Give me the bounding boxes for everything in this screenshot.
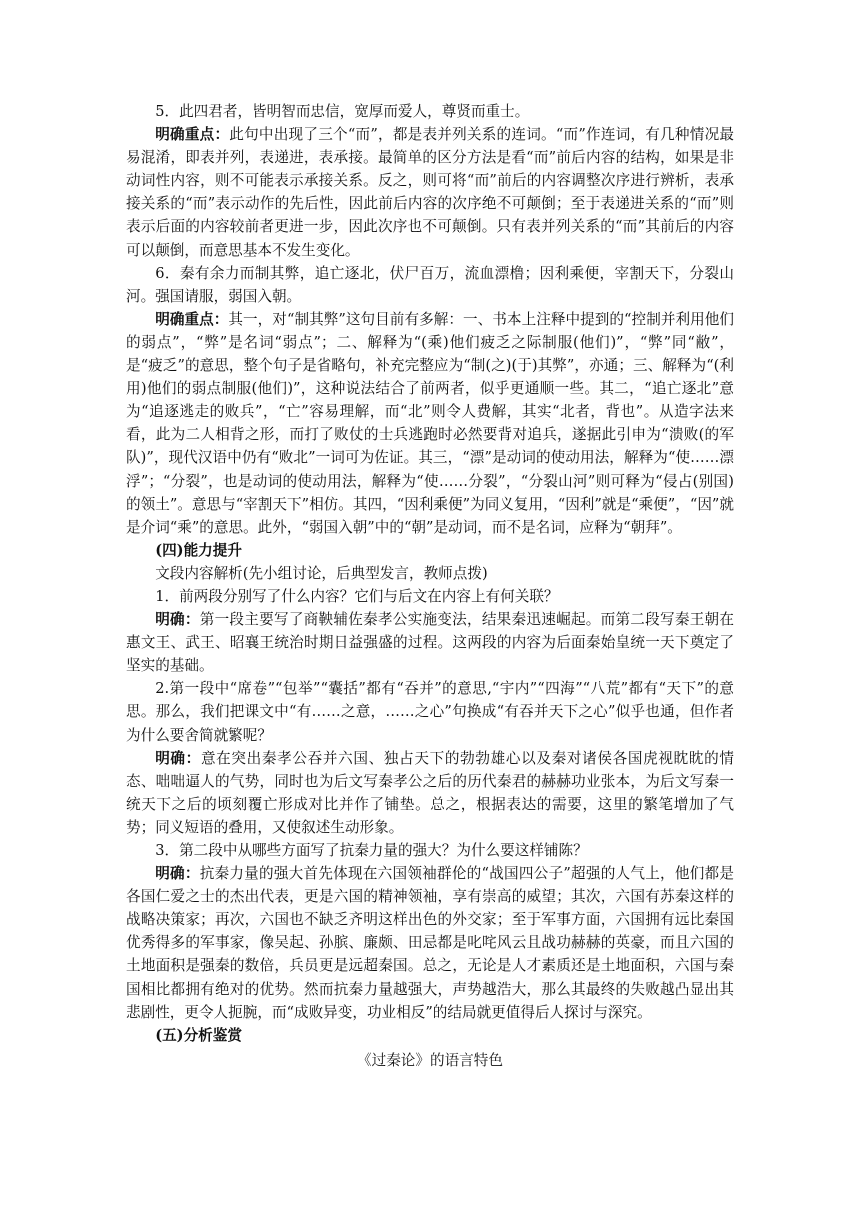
explanation-label: 明确重点：	[155, 310, 229, 328]
answer-text: 抗秦力量的强大首先体现在六国领袖群伦的“战国四公子”超强的人气上，他们都是各国仁爱之士的杰出代表，更是六国的精神领袖，享有崇高的威望；其次，六国有苏秦这样的战略决策家；再次，六国也不缺乏齐明这样出色的外交家；至于军事方面，六国拥有远比秦国优秀得多的军事家，像吴起、孙膑、廉颇、田忌都是叱咤风云且战功赫赫的英豪，而且六国的土地面积是强秦的数倍，兵员更是远超秦国。总之，无论是人才素质还是土地面积，六国与秦国相比都拥有绝对的优势。然而抗秦力量越强大，声势越浩大，那么其最终的失败越凸显出其悲剧性，更令人扼腕，而“成败异变，功业相反”的结局就更值得后人探讨与深究。	[126, 865, 734, 1021]
sentence-5: 5．此四君者，皆明智而忠信，宽厚而爱人，尊贤而重士。	[155, 103, 530, 120]
document-body	[126, 100, 734, 1072]
answer-2	[126, 747, 734, 839]
explanation-6	[126, 308, 734, 539]
answer-3	[126, 862, 734, 1024]
explanation-text: 此句中出现了三个“而”，都是表并列关系的连词。“而”作连词，有几种情况最易混淆，即表并列，表递进，表承接。最简单的区分方法是看“而”前后内容的结构，如果是非动词性内容，则不可能表示承接关系。反之，则可将“而”前后的内容调整次序进行辨析，表承接关系的“而”表示动作的先后性，因此前后内容的次序绝不可颠倒；至于表递进关系的“而”则表示后面的内容较前者更进一步，因此次序也不可颠倒。只有表并列关系的“而”其前后的内容可以颠倒，而意思基本不发生变化。	[126, 126, 734, 259]
question-2: 2.第一段中“席卷”“包举”“囊括”都有“吞并”的意思,“宇内”“四海”“八荒”都有“天下”的意思。那么，我们把课文中“有……之意，……之心”句换成“有吞并天下之心”似乎也通，但作者为什么要舍简就繁呢？	[126, 680, 734, 744]
subsection-title: 《过秦论》的语言特色	[357, 1051, 503, 1069]
explanation-text: 其一，对“制其弊”这句目前有多解：一、书本上注释中提到的“控制并利用他们的弱点”，“弊”是名词“弱点”；二、解释为“(乘)他们疲乏之际制服(他们)”，“弊”同“敝”，是“疲乏”的意思，整个句子是省略句，补充完整应为“制(之)(于)其弊”，亦通；三、解释为“(利用)他们的弱点制服(他们)”，这种说法结合了前两者，似乎更通顺一些。其二，“追亡逐北”意为“追逐逃走的败兵”，“亡”容易理解，而“北”则令人费解，其实“北者，背也”。从造字法来看，此为二人相背之形，而打了败仗的士兵逃跑时必然要背对追兵，遂据此引申为“溃败(的军队)”，现代汉语中仍有“败北”一词可为佐证。其三，“漂”是动词的使动用法，解释为“使……漂浮”；“分裂”，也是动词的使动用法，解释为“使……分裂”，“分裂山河”则可释为“侵占(别国)的领土”。意思与“宰割天下”相仿。其四，“因利乘便”为同义复用，“因利”就是“乘便”，“因”就是介词“乘”的意思。此外，“弱国入朝”中的“朝”是动词，而不是名词，应释为“朝拜”。	[126, 310, 734, 536]
explanation-label: 明确重点：	[155, 126, 230, 144]
answer-1	[126, 608, 734, 677]
section-heading-appreciation: (五)分析鉴赏	[155, 1026, 242, 1044]
answer-text: 第一段主要写了商鞅辅佐秦孝公实施变法，结果秦迅速崛起。而第二段写秦王朝在惠文王、武王、昭襄王统治时期日益强盛的过程。这两段的内容为后面秦始皇统一天下奠定了坚实的基础。	[126, 611, 734, 675]
explanation-5	[126, 123, 734, 262]
answer-label: 明确：	[155, 611, 200, 629]
sentence-6: 6．秦有余力而制其弊，追亡逐北，伏尸百万，流血漂橹；因利乘便，宰割天下，分裂山河。强国请服，弱国入朝。	[126, 264, 734, 305]
question-1: 1．前两段分别写了什么内容？它们与后文在内容上有何关联？	[155, 587, 559, 605]
question-3: 3．第二段中从哪些方面写了抗秦力量的强大？为什么要这样铺陈？	[155, 842, 588, 859]
answer-label: 明确：	[155, 865, 200, 883]
answer-text: 意在突出秦孝公吞并六国、独占天下的勃勃雄心以及秦对诸侯各国虎视眈眈的情态、咄咄逼人的气势，同时也为后文写秦孝公之后的历代秦君的赫赫功业张本，为后文写秦一统天下之后的顷刻覆亡形成对比并作了铺垫。总之，根据表达的需要，这里的繁笔增加了气势；同义短语的叠用，又使叙述生动形象。	[126, 749, 734, 836]
answer-label: 明确：	[155, 749, 201, 767]
section-heading-ability: (四)能力提升	[155, 541, 242, 559]
analysis-instruction: 文段内容解析(先小组讨论，后典型发言，教师点拨)	[155, 564, 488, 582]
